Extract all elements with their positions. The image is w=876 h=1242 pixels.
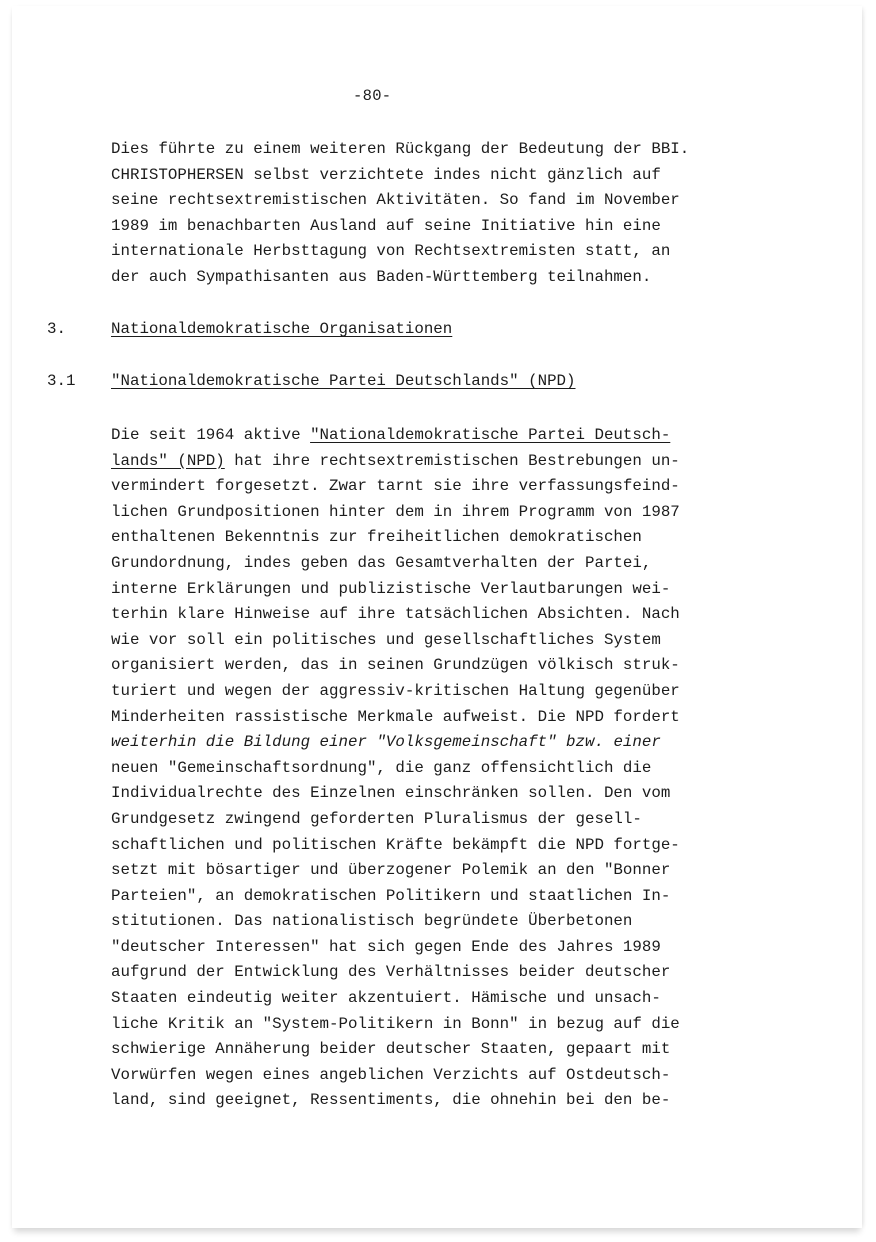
text-line: land, sind geeignet, Ressentiments, die ohnehin bei den be- <box>111 1091 671 1110</box>
text-line: CHRISTOPHERSEN selbst verzichtete indes nicht gänzlich auf <box>111 165 661 184</box>
text-line: vermindert forgesetzt. Zwar tarnt sie ihre verfassungsfeind- <box>111 477 680 496</box>
text-segment: hat ihre rechtsextremistischen Bestrebungen un- <box>224 451 680 470</box>
text-line: schwierige Annäherung beider deutscher Staaten, gepaart mit <box>111 1040 671 1059</box>
text-line: Dies führte zu einem weiteren Rückgang der Bedeutung der BBI. <box>111 140 690 158</box>
text-line: enthaltenen Bekenntnis zur freiheitlichen demokratischen <box>111 528 642 547</box>
text-line: Grundordnung, indes geben das Gesamtverhalten der Partei, <box>111 553 652 572</box>
document-page <box>12 6 862 1228</box>
text-line: Staaten eindeutig weiter akzentuiert. Hämische und unsach- <box>111 989 661 1008</box>
section-number-3-1: 3.1 <box>47 372 76 390</box>
section-number-3: 3. <box>47 320 66 338</box>
text-line: setzt mit bösartiger und überzogener Polemik an den "Bonner <box>111 861 671 880</box>
text-line <box>111 423 771 449</box>
text-line: Parteien", an demokratischen Politikern und staatlichen In- <box>111 886 671 905</box>
text-line: Grundgesetz zwingend geforderten Pluralismus der gesell- <box>111 809 642 828</box>
text-line: internationale Herbsttagung von Rechtsextremisten statt, an <box>111 242 671 261</box>
page-number: -80- <box>353 87 392 105</box>
italic-segment: weiterhin die Bildung einer <box>111 733 377 752</box>
italic-quoted-term: "Volksgemeinschaft" <box>376 733 557 752</box>
text-line: terhin klare Hinweise auf ihre tatsächlichen Absichten. Nach <box>111 605 680 624</box>
text-line: lichen Grundpositionen hinter dem in ihrem Programm von 1987 <box>111 502 680 521</box>
paragraph-npd <box>111 423 771 1114</box>
text-line: stitutionen. Das nationalistisch begründete Überbetonen <box>111 912 633 931</box>
text-line: turiert und wegen der aggressiv-kritischen Haltung gegenüber <box>111 681 680 700</box>
text-line: 1989 im benachbarten Ausland auf seine Initiative hin eine <box>111 216 661 235</box>
text-line <box>111 449 771 475</box>
text-line: Vorwürfen wegen eines angeblichen Verzichts auf Ostdeutsch- <box>111 1065 671 1084</box>
text-line: liche Kritik an "System-Politikern in Bonn" in bezug auf die <box>111 1014 680 1033</box>
text-line: "deutscher Interessen" hat sich gegen Ende des Jahres 1989 <box>111 937 661 956</box>
section-title-3: Nationaldemokratische Organisationen <box>111 320 453 338</box>
text-line: aufgrund der Entwicklung des Verhältnisses beider deutscher <box>111 963 671 982</box>
text-line: der auch Sympathisanten aus Baden-Württemberg teilnahmen. <box>111 267 652 286</box>
section-title-3-1: "Nationaldemokratische Partei Deutschlands" (NPD) <box>111 372 576 390</box>
text-line: schaftlichen und politischen Kräfte bekämpft die NPD fortge- <box>111 835 680 854</box>
text-line: organisiert werden, das in seinen Grundzügen völkisch struk- <box>111 656 680 675</box>
text-line <box>111 730 771 756</box>
paragraph-bbi <box>111 137 771 291</box>
text-line: Individualrechte des Einzelnen einschränken sollen. Den vom <box>111 784 671 803</box>
party-name-underlined: "Nationaldemokratische Partei Deutsch- <box>310 426 671 444</box>
text-line: interne Erklärungen und publizistische Verlautbarungen wei- <box>111 579 671 598</box>
text-line: wie vor soll ein politisches und gesellschaftliches System <box>111 630 661 649</box>
text-line: neuen "Gemeinschaftsordnung", die ganz offensichtlich die <box>111 758 652 777</box>
text-line: Minderheiten rassistische Merkmale aufweist. Die NPD fordert <box>111 707 680 726</box>
party-name-underlined: lands" (NPD) <box>111 451 225 470</box>
text-segment: Die seit 1964 aktive <box>111 426 311 444</box>
italic-segment: bzw. einer <box>556 733 661 752</box>
text-line: seine rechtsextremistischen Aktivitäten. So fand im November <box>111 191 680 210</box>
